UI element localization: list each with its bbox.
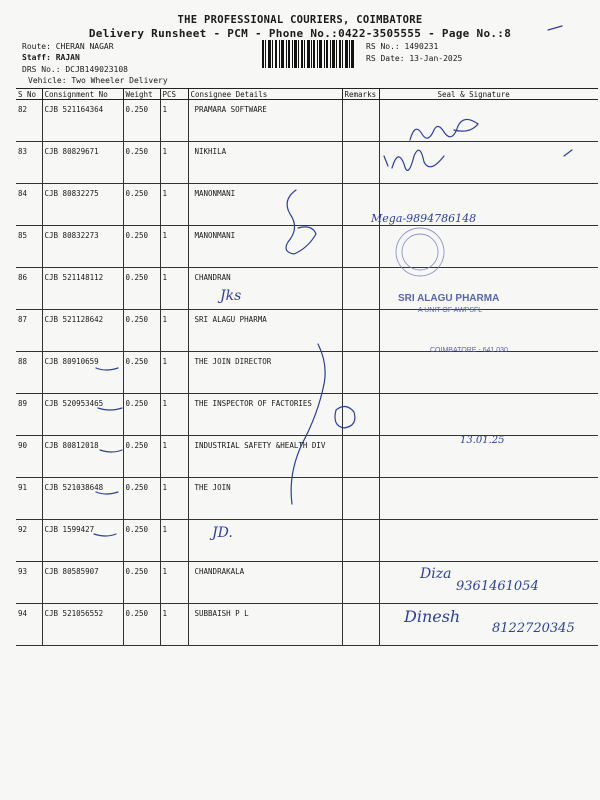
- table-row: [16, 604, 598, 646]
- rs-number: [366, 42, 438, 51]
- cell-pcs: 1: [160, 352, 188, 394]
- rs-number-label: RS No.:: [366, 42, 400, 51]
- cell-consignment: CJB 80910659: [42, 352, 123, 394]
- staff-label: Staff:: [22, 53, 51, 62]
- cell-consignee: NIKHILA: [188, 142, 342, 184]
- cell-consignee: MANONMANI: [188, 226, 342, 268]
- cell-signature: [379, 268, 598, 310]
- cell-sno: 90: [16, 436, 42, 478]
- cell-consignee: THE JOIN DIRECTOR: [188, 352, 342, 394]
- name-93: Diza: [420, 566, 452, 582]
- cell-sno: 85: [16, 226, 42, 268]
- col-consignee: Consignee Details: [188, 89, 342, 100]
- table-row: [16, 436, 598, 478]
- cell-consignee: INDUSTRIAL SAFETY &HEALTH DIV: [188, 436, 342, 478]
- cell-consignee: PRAMARA SOFTWARE: [188, 100, 342, 142]
- cell-signature: [379, 310, 598, 352]
- cell-sno: 87: [16, 310, 42, 352]
- cell-weight: 0.250: [123, 352, 160, 394]
- cell-consignment: CJB 1599427: [42, 520, 123, 562]
- cell-pcs: 1: [160, 436, 188, 478]
- rs-date: [366, 54, 462, 63]
- cell-pcs: 1: [160, 226, 188, 268]
- cell-sno: 91: [16, 478, 42, 520]
- runsheet-table: [16, 88, 598, 646]
- cell-consignment: CJB 521148112: [42, 268, 123, 310]
- cell-weight: 0.250: [123, 562, 160, 604]
- vehicle-value: Two Wheeler Delivery: [71, 76, 168, 85]
- cell-remarks: [342, 394, 379, 436]
- stamp-87-line3: COIMBATORE - 641 030: [430, 347, 508, 354]
- table-row: [16, 184, 598, 226]
- cell-signature: [379, 142, 598, 184]
- route-value: CHERAN NAGAR: [55, 42, 114, 51]
- cell-signature: [379, 604, 598, 646]
- cell-remarks: [342, 352, 379, 394]
- cell-consignee: CHANDRAKALA: [188, 562, 342, 604]
- phone-94: 8122720345: [492, 621, 575, 636]
- cell-sno: 83: [16, 142, 42, 184]
- table-header-row: [16, 89, 598, 100]
- cell-remarks: [342, 478, 379, 520]
- cell-remarks: [342, 310, 379, 352]
- vehicle-line: [28, 76, 168, 85]
- cell-pcs: 1: [160, 310, 188, 352]
- cell-consignment: CJB 521128642: [42, 310, 123, 352]
- drs-value: DCJB149023108: [65, 65, 128, 74]
- name-86: Jks: [220, 288, 242, 304]
- rs-date-value: 13-Jan-2025: [409, 54, 463, 63]
- cell-signature: [379, 352, 598, 394]
- stamp-87-title: SRI ALAGU PHARMA: [398, 293, 500, 304]
- table-row: [16, 562, 598, 604]
- cell-remarks: [342, 268, 379, 310]
- cell-weight: 0.250: [123, 436, 160, 478]
- phone-85: Mega-9894786148: [371, 212, 477, 225]
- cell-signature: [379, 184, 598, 226]
- cell-consignment: CJB 521164364: [42, 100, 123, 142]
- cell-remarks: [342, 142, 379, 184]
- runsheet-title: Delivery Runsheet - PCM - Phone No.:0422-3505555 - Page No.:8: [88, 27, 512, 40]
- cell-consignment: CJB 80832273: [42, 226, 123, 268]
- cell-consignment: CJB 80812018: [42, 436, 123, 478]
- col-pcs: PCS: [160, 89, 188, 100]
- cell-consignment: CJB 80585907: [42, 562, 123, 604]
- cell-signature: [379, 100, 598, 142]
- cell-pcs: 1: [160, 478, 188, 520]
- cell-consignment: CJB 80829671: [42, 142, 123, 184]
- cell-sno: 92: [16, 520, 42, 562]
- table-row: [16, 142, 598, 184]
- cell-weight: 0.250: [123, 520, 160, 562]
- cell-consignee: MANONMANI: [188, 184, 342, 226]
- cell-remarks: [342, 226, 379, 268]
- cell-sno: 86: [16, 268, 42, 310]
- cell-sno: 88: [16, 352, 42, 394]
- cell-remarks: [342, 184, 379, 226]
- cell-weight: 0.250: [123, 310, 160, 352]
- table-row: [16, 520, 598, 562]
- col-sno: S No: [16, 89, 42, 100]
- rs-number-value: 1490231: [404, 42, 439, 51]
- cell-pcs: 1: [160, 394, 188, 436]
- table-row: [16, 226, 598, 268]
- cell-signature: [379, 436, 598, 478]
- cell-weight: 0.250: [123, 100, 160, 142]
- col-consignment: Consignment No: [42, 89, 123, 100]
- cell-sno: 94: [16, 604, 42, 646]
- cell-pcs: 1: [160, 100, 188, 142]
- cell-sno: 89: [16, 394, 42, 436]
- cell-consignment: CJB 80832275: [42, 184, 123, 226]
- cell-consignment: CJB 521056552: [42, 604, 123, 646]
- barcode-image: [262, 40, 354, 68]
- cell-weight: 0.250: [123, 478, 160, 520]
- col-weight: Weight: [123, 89, 160, 100]
- stamp-87-line2: A UNIT OF AWPSFL: [418, 307, 483, 314]
- cell-remarks: [342, 100, 379, 142]
- rs-date-label: RS Date:: [366, 54, 405, 63]
- name-92: JD.: [212, 525, 233, 541]
- date-90: 13.01.25: [460, 435, 505, 446]
- cell-sno: 82: [16, 100, 42, 142]
- cell-pcs: 1: [160, 268, 188, 310]
- cell-pcs: 1: [160, 604, 188, 646]
- cell-signature: [379, 226, 598, 268]
- table-row: [16, 478, 598, 520]
- table-row: [16, 100, 598, 142]
- cell-consignee: SRI ALAGU PHARMA: [188, 310, 342, 352]
- cell-remarks: [342, 604, 379, 646]
- cell-weight: 0.250: [123, 604, 160, 646]
- cell-pcs: 1: [160, 562, 188, 604]
- col-signature: Seal & Signature: [379, 89, 598, 100]
- cell-weight: 0.250: [123, 394, 160, 436]
- cell-consignee: CHANDRAN: [188, 268, 342, 310]
- cell-consignee: [188, 520, 342, 562]
- table-row: [16, 268, 598, 310]
- cell-remarks: [342, 520, 379, 562]
- name-94: Dinesh: [404, 607, 461, 626]
- cell-remarks: [342, 562, 379, 604]
- table-row: [16, 310, 598, 352]
- cell-consignee: THE INSPECTOR OF FACTORIES: [188, 394, 342, 436]
- cell-sno: 84: [16, 184, 42, 226]
- vehicle-label: Vehicle:: [28, 76, 67, 85]
- cell-pcs: 1: [160, 520, 188, 562]
- cell-pcs: 1: [160, 184, 188, 226]
- cell-consignee: SUBBAISH P L: [188, 604, 342, 646]
- cell-weight: 0.250: [123, 142, 160, 184]
- cell-signature: [379, 562, 598, 604]
- company-title: THE PROFESSIONAL COURIERS, COIMBATORE: [177, 14, 423, 26]
- route-line: [22, 42, 114, 51]
- cell-consignment: CJB 521038648: [42, 478, 123, 520]
- cell-pcs: 1: [160, 142, 188, 184]
- cell-signature: [379, 394, 598, 436]
- phone-93: 9361461054: [456, 579, 539, 594]
- cell-remarks: [342, 436, 379, 478]
- cell-sno: 93: [16, 562, 42, 604]
- route-label: Route:: [22, 42, 51, 51]
- table-row: [16, 394, 598, 436]
- cell-signature: [379, 520, 598, 562]
- drs-label: DRS No.:: [22, 65, 61, 74]
- cell-weight: 0.250: [123, 184, 160, 226]
- table-row: [16, 352, 598, 394]
- staff-value: RAJAN: [55, 53, 80, 62]
- cell-consignee: THE JOIN: [188, 478, 342, 520]
- staff-line: [22, 53, 80, 62]
- drs-line: [22, 65, 128, 74]
- cell-weight: 0.250: [123, 268, 160, 310]
- col-remarks: Remarks: [342, 89, 379, 100]
- cell-weight: 0.250: [123, 226, 160, 268]
- cell-consignment: CJB 520953465: [42, 394, 123, 436]
- cell-signature: [379, 478, 598, 520]
